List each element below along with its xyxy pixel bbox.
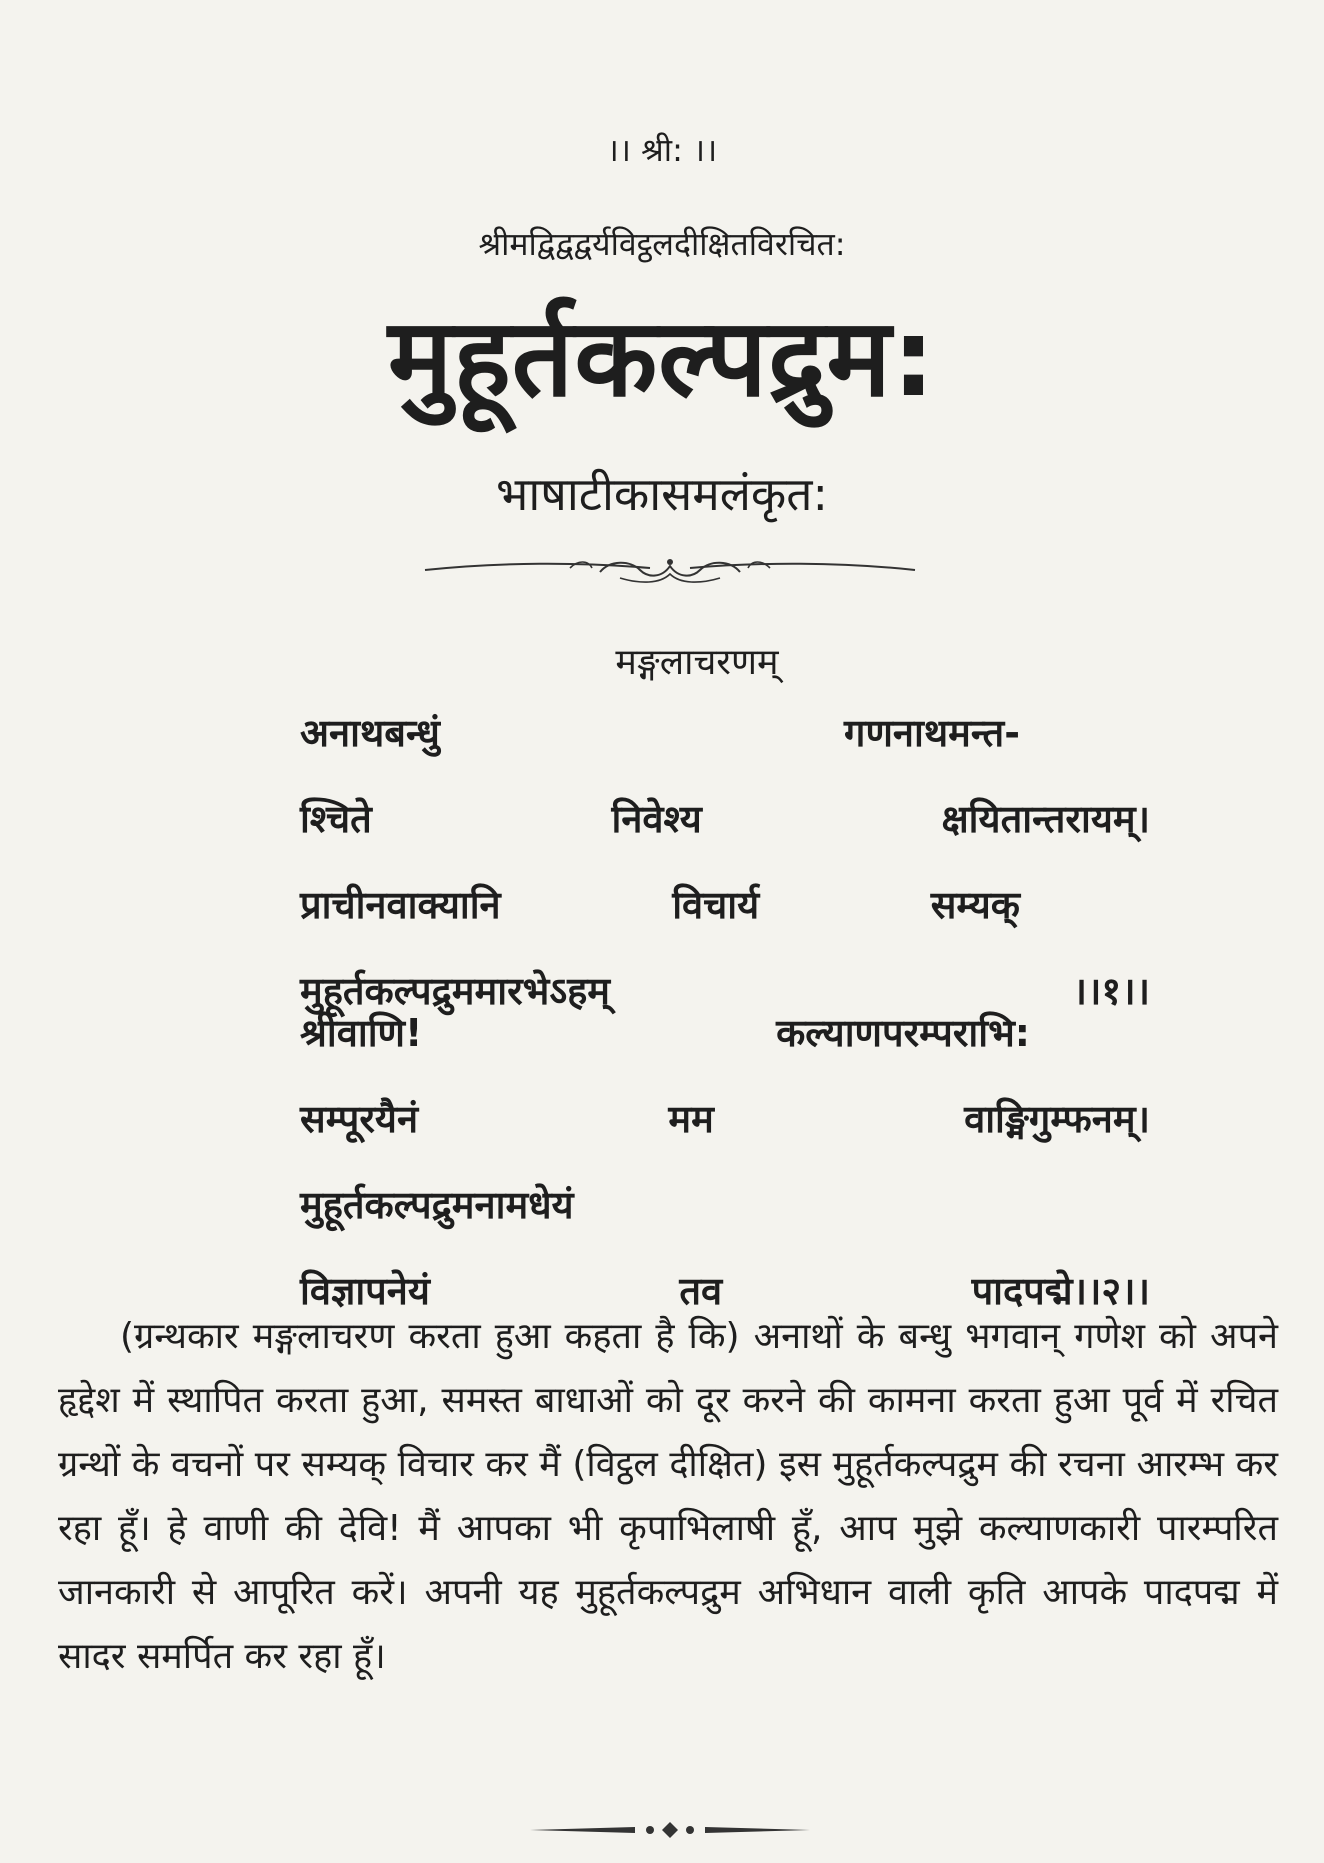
author-line: श्रीमद्विद्वद्वर्यविट्ठलदीक्षितविरचित: bbox=[478, 225, 846, 263]
verse-word: प्राचीनवाक्यानि bbox=[300, 883, 501, 927]
verse-word: मम bbox=[668, 1097, 714, 1141]
verse-word: क्षयितान्तरायम्। bbox=[941, 797, 1150, 841]
subtitle: भाषाटीकासमलंकृत: bbox=[496, 467, 828, 521]
verse-line bbox=[300, 706, 1020, 792]
verse-line bbox=[300, 878, 1020, 964]
ornamental-divider-icon bbox=[420, 548, 920, 588]
page-title: मुहूर्तकल्पद्रुम: bbox=[387, 296, 937, 421]
verse-word: मुहूर्तकल्पद्रुममारभेऽहम् bbox=[300, 969, 611, 1013]
verse-line bbox=[300, 1178, 1150, 1264]
verse-word: पादपद्मे।।२।। bbox=[971, 1269, 1150, 1313]
commentary-text: (ग्रन्थकार मङ्गलाचरण करता हुआ कहता है कि) अनाथों के बन्धु भगवान् गणेश को अपने हृद्देश में स्थापित करता हुआ, समस्त बाधाओं को दूर करने की कामना करता हुआ पूर्व में रचित ग्रन्थों के वचनों पर सम्यक् विचार कर मैं (विट्ठल दीक्षित) इस मुहूर्तकल्पद्रुम की रचना आरम्भ कर रहा हूँ। हे वाणी की देवि! मैं आपका भी कृपाभिलाषी हूँ, आप मुझे कल्याणकारी पारम्परित जानकारी से आपूरित करें। अपनी यह मुहूर्तकल्पद्रुम अभिधान वाली कृति आपके पादपद्म में सादर समर्पित कर रहा हूँ। bbox=[58, 1316, 1278, 1677]
verse-1 bbox=[300, 706, 1150, 1050]
verse-line bbox=[300, 1092, 1150, 1178]
end-ornament-icon bbox=[525, 1818, 815, 1842]
verse-word: श्रीवाणि! bbox=[300, 1011, 423, 1055]
verse-line bbox=[300, 1006, 1150, 1092]
verse-number: ।।१।। bbox=[1072, 969, 1150, 1013]
verse-word: गणनाथमन्त- bbox=[844, 711, 1020, 755]
verse-word: विज्ञापनेयं bbox=[300, 1269, 430, 1313]
verse-word: तव bbox=[679, 1269, 723, 1313]
verse-word: सम्पूरयैनं bbox=[300, 1097, 419, 1141]
verse-word: वाङ्मिगुम्फनम्। bbox=[964, 1097, 1150, 1141]
verse-word: मुहूर्तकल्पद्रुमनामधेयं bbox=[300, 1183, 574, 1227]
verse-word: विचार्य bbox=[672, 883, 760, 927]
verse-line bbox=[300, 792, 1150, 878]
commentary bbox=[58, 1305, 1278, 1689]
verse-word: निवेश्य bbox=[611, 797, 702, 841]
verse-word: सम्यक् bbox=[930, 883, 1020, 927]
invocation: ।। श्री: ।। bbox=[606, 131, 718, 169]
verse-2 bbox=[300, 1006, 1150, 1350]
verse-word: अनाथबन्धुं bbox=[300, 711, 440, 755]
verse-word: कल्याणपरम्पराभि: bbox=[776, 1011, 1030, 1055]
section-heading: मङ्गलाचरणम् bbox=[615, 642, 779, 683]
verse-word: श्चिते bbox=[300, 797, 372, 841]
